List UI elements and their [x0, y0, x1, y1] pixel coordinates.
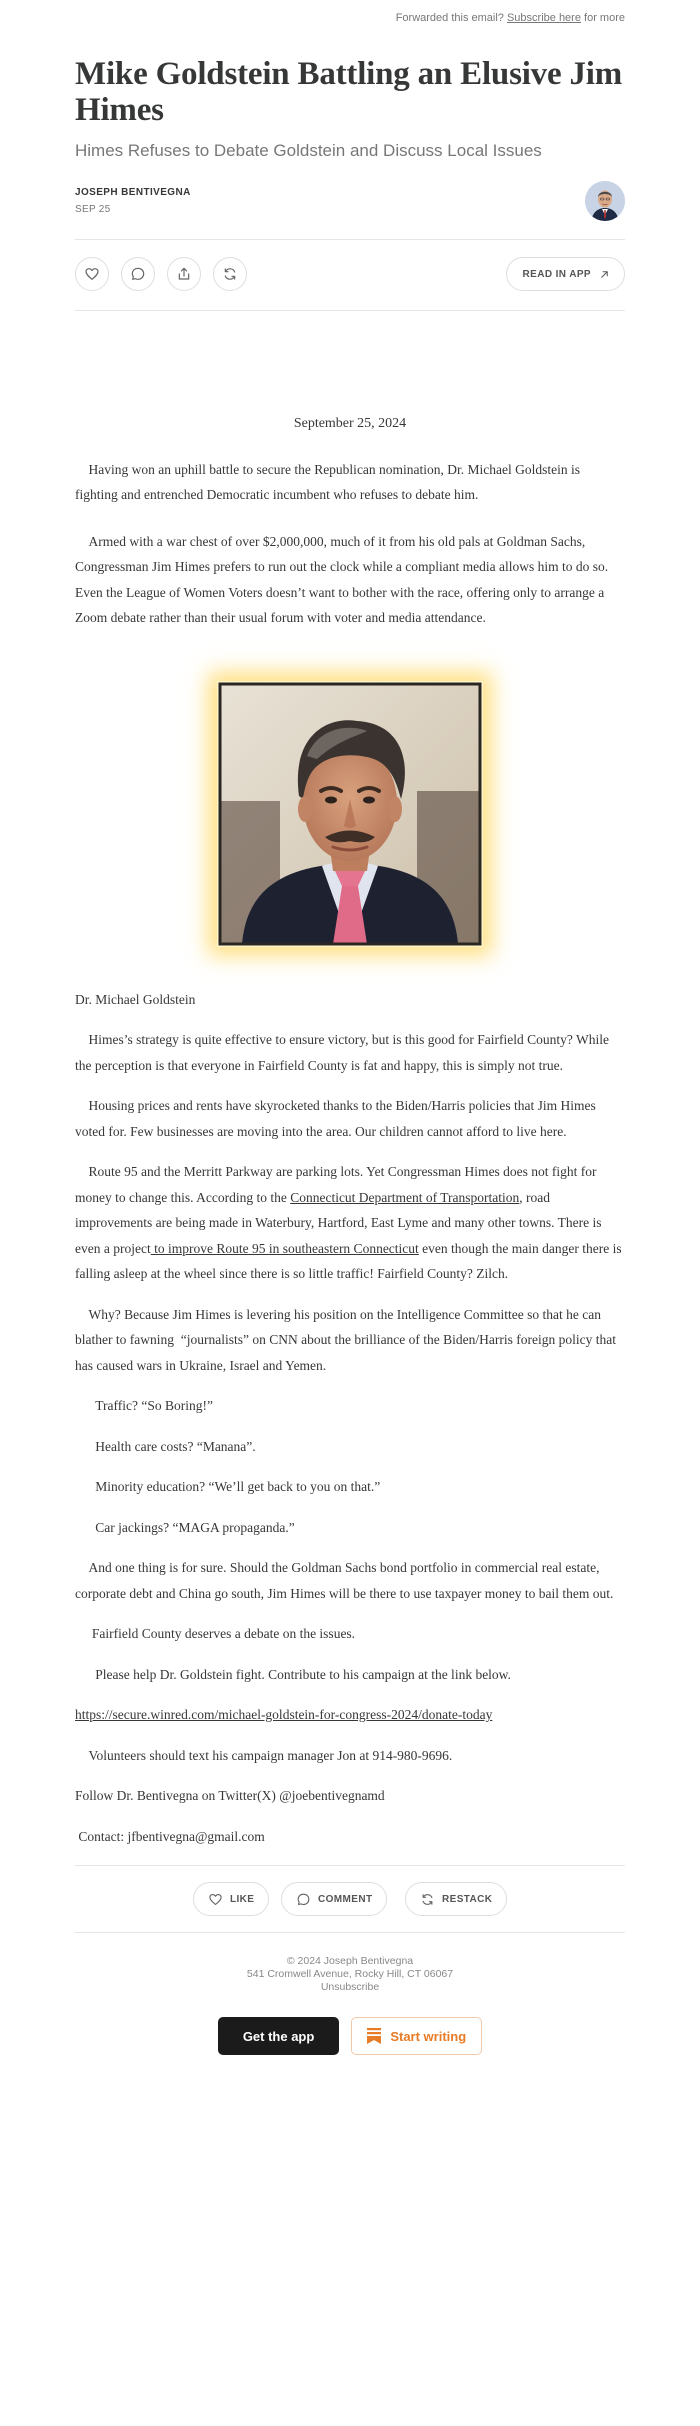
get-the-app-button[interactable]	[218, 2017, 340, 2055]
paragraph	[75, 1702, 625, 1728]
paragraph: Why? Because Jim Himes is levering his position on the Intelligence Committee so that he can blather to fawning “journalists” on CNN about the brilliance of the Biden/Harris foreign policy that has caused wars in Ukraine, Israel and Yemen.	[75, 1306, 620, 1373]
ctdot-link[interactable]: Connecticut Department of Transportation	[290, 1189, 520, 1205]
article-body	[75, 411, 625, 1849]
unsubscribe-link[interactable]: Unsubscribe	[320, 1981, 380, 1993]
paragraph-text: , road improvements are being made in Waterbury, Hartford, East Lyme and many other towns. There is even a project	[75, 1189, 605, 1256]
byline	[75, 181, 625, 225]
like-pill-button[interactable]	[193, 1882, 269, 1916]
paragraph: Follow Dr. Bentivegna on Twitter(X) @joebentivegnamd	[75, 1788, 385, 1803]
paragraph: And one thing is for sure. Should the Goldman Sachs bond portfolio in commercial real estate, corporate debt and China go south, Jim Himes will be there to use taxpayer money to bail them out.	[75, 1560, 614, 1601]
post-subtitle: Himes Refuses to Debate Goldstein and Discuss Local Issues	[75, 141, 542, 160]
route-95-project-link[interactable]: to improve Route 95 in southeastern Connecticut	[150, 1240, 419, 1256]
paragraph: Health care costs? “Manana”.	[75, 1438, 256, 1454]
bottom-action-bar	[75, 1865, 625, 1933]
paragraph: Please help Dr. Goldstein fight. Contribute to his campaign at the link below.	[75, 1666, 511, 1682]
read-in-app-button[interactable]	[506, 257, 625, 291]
donate-link[interactable]: https://secure.winred.com/michael-goldstein-for-congress-2024/donate-today	[75, 1707, 493, 1722]
copyright: © 2024 Joseph Bentivegna	[286, 1955, 414, 1967]
heart-icon	[208, 1892, 223, 1907]
paragraph: Contact: jfbentivegna@gmail.com	[75, 1828, 265, 1844]
email-container	[75, 0, 625, 2055]
comment-button[interactable]	[121, 257, 155, 291]
start-writing-label: Start writing	[390, 2028, 467, 2044]
paragraph	[75, 1159, 625, 1287]
post-action-bar	[75, 239, 625, 311]
subscribe-link[interactable]: Subscribe here	[506, 12, 581, 24]
paragraph: Having won an uphill battle to secure the Republican nomination, Dr. Michael Goldstein is fighting and entrenched Democratic incumbent who refuses to debate him.	[75, 461, 584, 502]
share-icon	[176, 266, 192, 282]
comment-pill-button[interactable]	[281, 1882, 387, 1916]
paragraph: Armed with a war chest of over $2,000,000, much of it from his old pals at Goldman Sachs, Congressman Jim Himes prefers to run out the clock while a compliant media allows him to do so. Even the League of Women Voters doesn’t want to bother with the race, offering only to arrange a Zoom debate rather than their usual forum with voter and media attendance.	[75, 533, 612, 625]
like-label: LIKE	[230, 1893, 255, 1905]
article-date: September 25, 2024	[293, 416, 407, 431]
paragraph: Traffic? “So Boring!”	[75, 1398, 213, 1413]
paragraph: Minority education? “We’ll get back to you on that.”	[75, 1479, 381, 1494]
candidate-photo	[217, 681, 483, 947]
arrow-up-right-icon	[599, 269, 610, 280]
post-date: SEP 25	[75, 204, 111, 215]
share-button[interactable]	[167, 257, 201, 291]
heart-icon	[84, 266, 100, 282]
for-more-text: for more	[584, 12, 625, 24]
paragraph: Car jackings? “MAGA propaganda.”	[75, 1519, 295, 1535]
mailing-address: 541 Cromwell Avenue, Rocky Hill, CT 06067	[246, 1968, 454, 1980]
paragraph: Housing prices and rents have skyrocketed thanks to the Biden/Harris policies that Jim Himes voted for. Few businesses are moving into the area. Our children cannot afford to live here.	[75, 1098, 600, 1139]
paragraph: Fairfield County deserves a debate on the issues.	[75, 1626, 356, 1641]
forwarded-text: Forwarded this email?	[395, 12, 504, 24]
author-name[interactable]: JOSEPH BENTIVEGNA	[75, 187, 191, 198]
paragraph-text: Route 95 and the Merritt Parkway are parking lots. Yet Congressman Himes does not fight for money to change this. According to the	[75, 1164, 600, 1205]
read-in-app-label: READ IN APP	[522, 268, 591, 280]
footer-cta-row	[75, 2017, 625, 2055]
paragraph-text: even though the main danger there is falling asleep at the wheel since there is so little traffic! Fairfield County? Zilch.	[75, 1240, 625, 1281]
comment-icon	[130, 266, 146, 282]
restack-label: RESTACK	[442, 1893, 493, 1905]
substack-logo-icon	[367, 2028, 381, 2044]
restack-icon	[222, 266, 238, 282]
restack-icon	[420, 1892, 435, 1907]
start-writing-button[interactable]	[351, 2017, 482, 2055]
paragraph: Volunteers should text his campaign manager Jon at 914-980-9696.	[75, 1747, 453, 1763]
footer	[75, 1955, 625, 1994]
paragraph: Himes’s strategy is quite effective to ensure victory, but is this good for Fairfield County? While the perception is that everyone in Fairfield County is fat and happy, this is simply not true.	[75, 1032, 613, 1073]
get-the-app-label: Get the app	[242, 2028, 315, 2044]
forward-notice	[75, 0, 625, 26]
candidate-portrait-image	[217, 681, 483, 947]
photo-caption: Dr. Michael Goldstein	[75, 991, 196, 1007]
like-button[interactable]	[75, 257, 109, 291]
post-title[interactable]: Mike Goldstein Battling an Elusive Jim Himes	[75, 56, 623, 128]
restack-button[interactable]	[213, 257, 247, 291]
comment-icon	[296, 1892, 311, 1907]
restack-pill-button[interactable]	[405, 1882, 507, 1916]
avatar[interactable]	[585, 181, 625, 221]
comment-label: COMMENT	[318, 1893, 373, 1905]
